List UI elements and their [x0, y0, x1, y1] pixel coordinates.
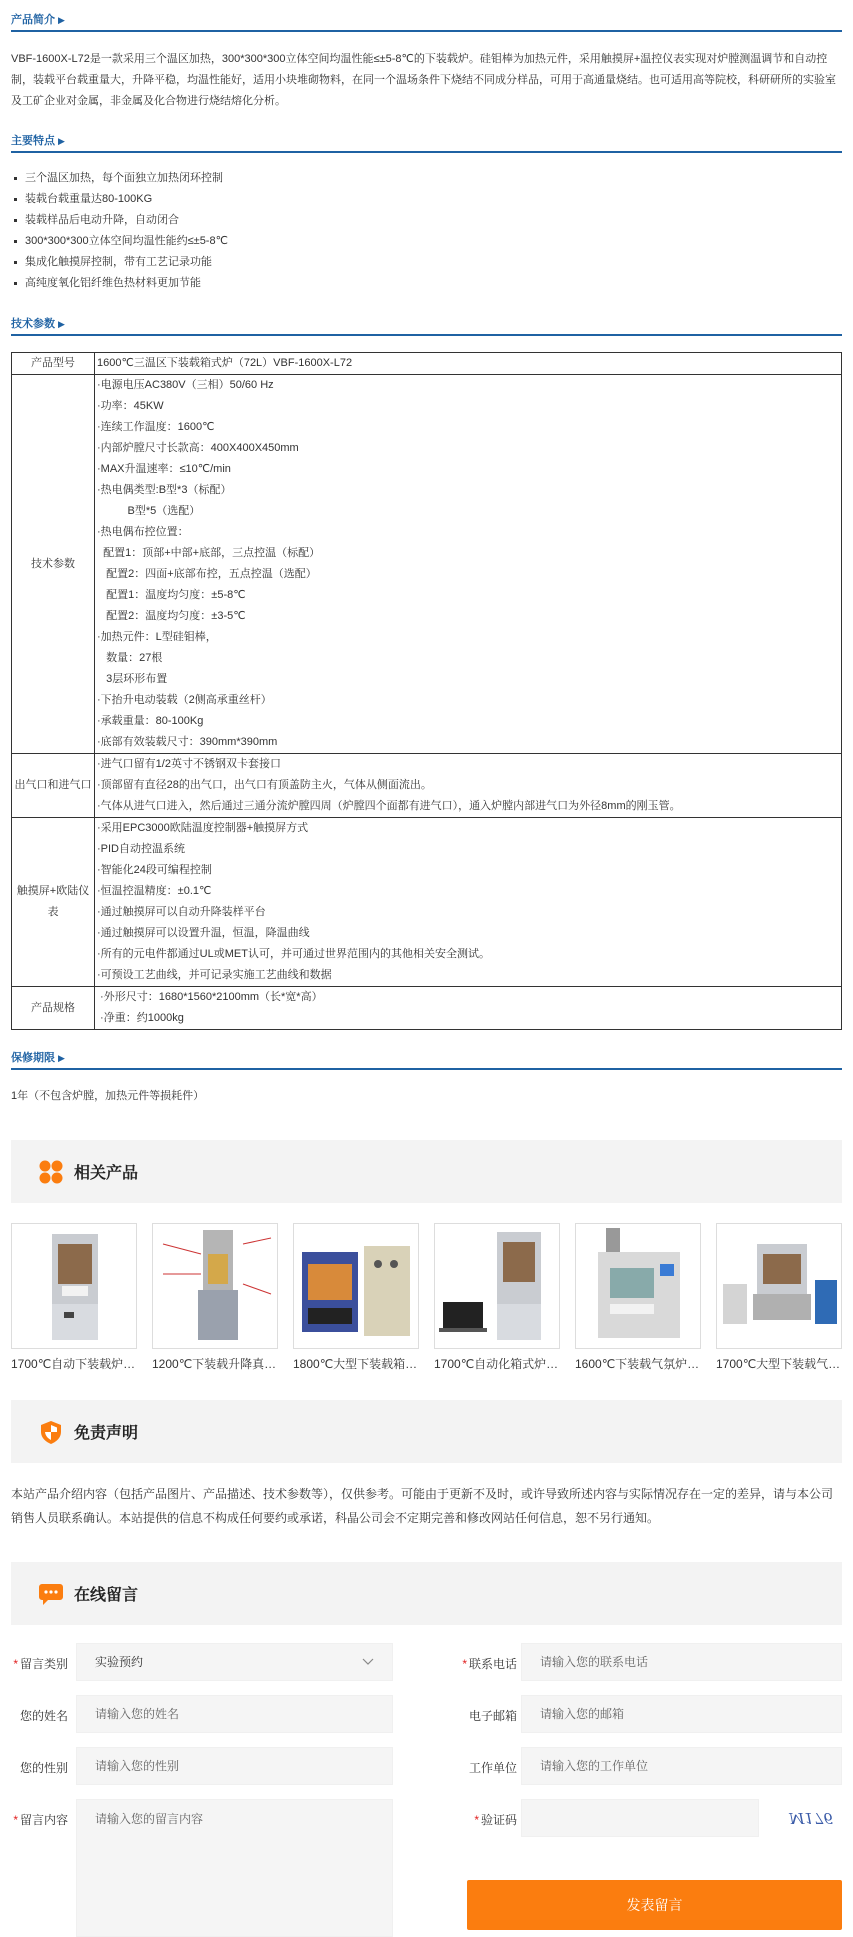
product-caption[interactable]: 1700℃大型下装载气…: [716, 1357, 841, 1371]
related-product-card[interactable]: [716, 1223, 842, 1375]
company-input[interactable]: 请输入您的工作单位: [521, 1747, 842, 1785]
spec-line: ·承载重量：80-100Kg: [97, 715, 204, 727]
section-specs-header: [11, 314, 842, 336]
spec-value: [95, 375, 842, 754]
section-title: 技术参数: [11, 318, 55, 330]
disclaimer-text: 本站产品介绍内容（包括产品图片、产品描述、技术参数等），仅供参考。可能由于更新不及时，或许导致所述内容与实际情况存在一定的差异，请与本公司销售人员联系确认。本站提供的信息不构成任何要约或承诺，科晶公司会不定期完善和修改网站任何信息，恕不另行通知。: [11, 1487, 834, 1525]
spec-line: ·下抬升电动装载（2侧高承重丝杆）: [97, 694, 272, 706]
triangle-right-icon: ▶: [58, 136, 65, 146]
product-caption[interactable]: 1800℃大型下装载箱…: [293, 1357, 418, 1371]
product-image[interactable]: [11, 1223, 137, 1349]
spec-line: ·外形尺寸：1680*1560*2100mm（长*宽*高）: [97, 991, 323, 1003]
spec-table: [11, 352, 842, 1030]
spec-label: 产品规格: [12, 987, 95, 1030]
category-select[interactable]: [76, 1643, 393, 1681]
feature-item: 三个温区加热，每个面独立加热闭环控制: [11, 168, 842, 189]
message-textarea[interactable]: 请输入您的留言内容: [76, 1799, 393, 1937]
spec-line: ·内部炉膛尺寸长款高：400X400X450mm: [97, 442, 299, 454]
related-product-card[interactable]: [434, 1223, 560, 1375]
spec-value: [95, 987, 842, 1030]
chat-bubble-icon: [38, 1581, 64, 1607]
shield-icon: [38, 1419, 64, 1445]
spec-line: ·气体从进气口进入，然后通过三通分流炉膛四周（炉膛四个面都有进气口），通入炉膛内部进气口为外径8mm的刚玉管。: [97, 800, 681, 812]
block-title: 免责声明: [74, 1423, 139, 1442]
spec-line: 配置1：顶部+中部+底部，三点控温（标配）: [97, 547, 321, 559]
warranty-text: 1年（不包含炉膛，加热元件等损耗件）: [11, 1090, 205, 1102]
spec-line: ·MAX升温速率：≤10℃/min: [97, 463, 231, 475]
related-products-header: [11, 1140, 842, 1203]
captcha-label: * 验证码: [474, 1813, 517, 1827]
section-title: 主要特点: [11, 135, 55, 147]
grid-flower-icon: [38, 1159, 64, 1185]
related-product-card[interactable]: [293, 1223, 419, 1375]
product-image[interactable]: [716, 1223, 842, 1349]
section-warranty-header: [11, 1048, 842, 1070]
product-caption[interactable]: 1700℃自动下装载炉…: [11, 1357, 136, 1371]
email-input[interactable]: 请输入您的邮箱: [521, 1695, 842, 1733]
phone-input[interactable]: 请输入您的联系电话: [521, 1643, 842, 1681]
captcha-image[interactable]: [780, 1801, 842, 1835]
spec-label: 技术参数: [12, 375, 95, 754]
spec-line: ·电源电压AC380V（三相）50/60 Hz: [97, 379, 274, 391]
gender-label: 您的性别: [19, 1761, 68, 1775]
spec-value: [95, 754, 842, 818]
spec-line: ·所有的元电件都通过UL或MET认可，并可通过世界范围内的其他相关安全测试。: [97, 948, 490, 960]
phone-label: * 联系电话: [462, 1657, 517, 1671]
related-product-card[interactable]: [575, 1223, 701, 1375]
triangle-right-icon: ▶: [58, 319, 65, 329]
spec-line: B型*5（选配）: [97, 505, 201, 517]
spec-line: ·采用EPC3000欧陆温度控制器+触摸屏方式: [97, 822, 309, 834]
category-label: * 留言类别: [13, 1657, 68, 1671]
gender-input[interactable]: 请输入您的性别: [76, 1747, 393, 1785]
spec-label: 出气口和进气口: [12, 754, 95, 818]
spec-row: [12, 754, 842, 818]
spec-line: ·热电偶布控位置：: [97, 526, 189, 538]
chevron-down-icon: [362, 1644, 374, 1694]
spec-line: 配置2：温度均匀度：±3-5℃: [97, 610, 246, 622]
spec-line: 3层环形布置: [97, 673, 168, 685]
product-image[interactable]: [575, 1223, 701, 1349]
block-title: 相关产品: [74, 1163, 139, 1182]
spec-line: ·热电偶类型:B型*3（标配）: [97, 484, 232, 496]
triangle-right-icon: ▶: [58, 1053, 65, 1063]
spec-label: 触摸屏+欧陆仪表: [12, 818, 95, 987]
spec-line: ·PID自动控温系统: [97, 843, 185, 855]
feature-item: 300*300*300立体空间均温性能约≤±5-8℃: [11, 231, 842, 252]
product-caption[interactable]: 1200℃下装载升降真…: [152, 1357, 277, 1371]
block-title: 在线留言: [74, 1585, 139, 1604]
spec-line: ·进气口留有1/2英寸不锈钢双卡套接口: [97, 758, 281, 770]
captcha-text: M176: [789, 1809, 833, 1827]
related-product-card[interactable]: [152, 1223, 278, 1375]
section-features-header: [11, 131, 842, 153]
feature-list: [11, 168, 842, 294]
category-value: 实验预约: [95, 1655, 144, 1669]
product-image[interactable]: [293, 1223, 419, 1349]
spec-line: ·加热元件：L型硅钼棒，: [97, 631, 217, 643]
section-title: 产品简介: [11, 14, 55, 26]
feature-item: 装载样品后电动升降，自动闭合: [11, 210, 842, 231]
section-title: 保修期限: [11, 1052, 55, 1064]
message-form-header: [11, 1562, 842, 1625]
message-label: * 留言内容: [13, 1813, 68, 1827]
section-intro-header: [11, 10, 842, 32]
spec-line: 数量：27根: [97, 652, 163, 664]
spec-line: ·顶部留有直径28的出气口，出气口有顶盖防主火，气体从侧面流出。: [97, 779, 432, 791]
captcha-input[interactable]: [521, 1799, 759, 1837]
spec-row: [12, 987, 842, 1030]
intro-text: VBF-1600X-L72是一款采用三个温区加热，300*300*300立体空间均温性能≤±5-8℃的下装载炉。硅钼棒为加热元件，采用触摸屏+温控仪表实现对炉膛测温调节和自动控制，装载平台载重量大，升降平稳，均温性能好，适用小块堆砌物料，在同一个温场条件下烧结不同成分样品，可用于高通量烧结。也可适用高等院校，科研研所的实验室及工矿企业对金属，非金属及化合物进行烧结熔化分析。: [11, 53, 836, 107]
spec-value: [95, 353, 842, 375]
product-caption[interactable]: 1700℃自动化箱式炉…: [434, 1357, 559, 1371]
product-image[interactable]: [434, 1223, 560, 1349]
email-label: 电子邮箱: [468, 1709, 517, 1723]
spec-row: [12, 375, 842, 754]
spec-line: ·通过触摸屏可以自动升降装样平台: [97, 906, 266, 918]
related-product-card[interactable]: [11, 1223, 137, 1375]
spec-row: [12, 353, 842, 375]
spec-line: 配置1：温度均匀度：±5-8℃: [97, 589, 246, 601]
feature-item: 高纯度氧化铝纤维色热材料更加节能: [11, 273, 842, 294]
spec-line: 配置2：四面+底部布控，五点控温（选配）: [97, 568, 317, 580]
product-caption[interactable]: 1600℃下装载气氛炉…: [575, 1357, 700, 1371]
name-input[interactable]: 请输入您的姓名: [76, 1695, 393, 1733]
spec-line: ·功率：45KW: [97, 400, 164, 412]
spec-line: ·连续工作温度：1600℃: [97, 421, 215, 433]
spec-value: [95, 818, 842, 987]
spec-line: ·可预设工艺曲线，并可记录实施工艺曲线和数据: [97, 969, 332, 981]
spec-line: 1600℃三温区下装载箱式炉（72L）VBF-1600X-L72: [97, 357, 353, 369]
spec-line: ·底部有效装载尺寸：390mm*390mm: [97, 736, 278, 748]
spec-line: ·净重：约1000kg: [97, 1012, 184, 1024]
name-label: 您的姓名: [19, 1709, 68, 1723]
spec-line: ·通过触摸屏可以设置升温，恒温，降温曲线: [97, 927, 310, 939]
product-image[interactable]: [152, 1223, 278, 1349]
feature-item: 集成化触摸屏控制，带有工艺记录功能: [11, 252, 842, 273]
triangle-right-icon: ▶: [58, 15, 65, 25]
feature-item: 装载台载重量达80-100KG: [11, 189, 842, 210]
submit-button[interactable]: 发表留言: [467, 1880, 842, 1930]
disclaimer-header: [11, 1400, 842, 1463]
company-label: 工作单位: [468, 1761, 517, 1775]
spec-line: ·智能化24段可编程控制: [97, 864, 212, 876]
spec-line: ·恒温控温精度：±0.1℃: [97, 885, 212, 897]
spec-row: [12, 818, 842, 987]
spec-label: 产品型号: [12, 353, 95, 375]
